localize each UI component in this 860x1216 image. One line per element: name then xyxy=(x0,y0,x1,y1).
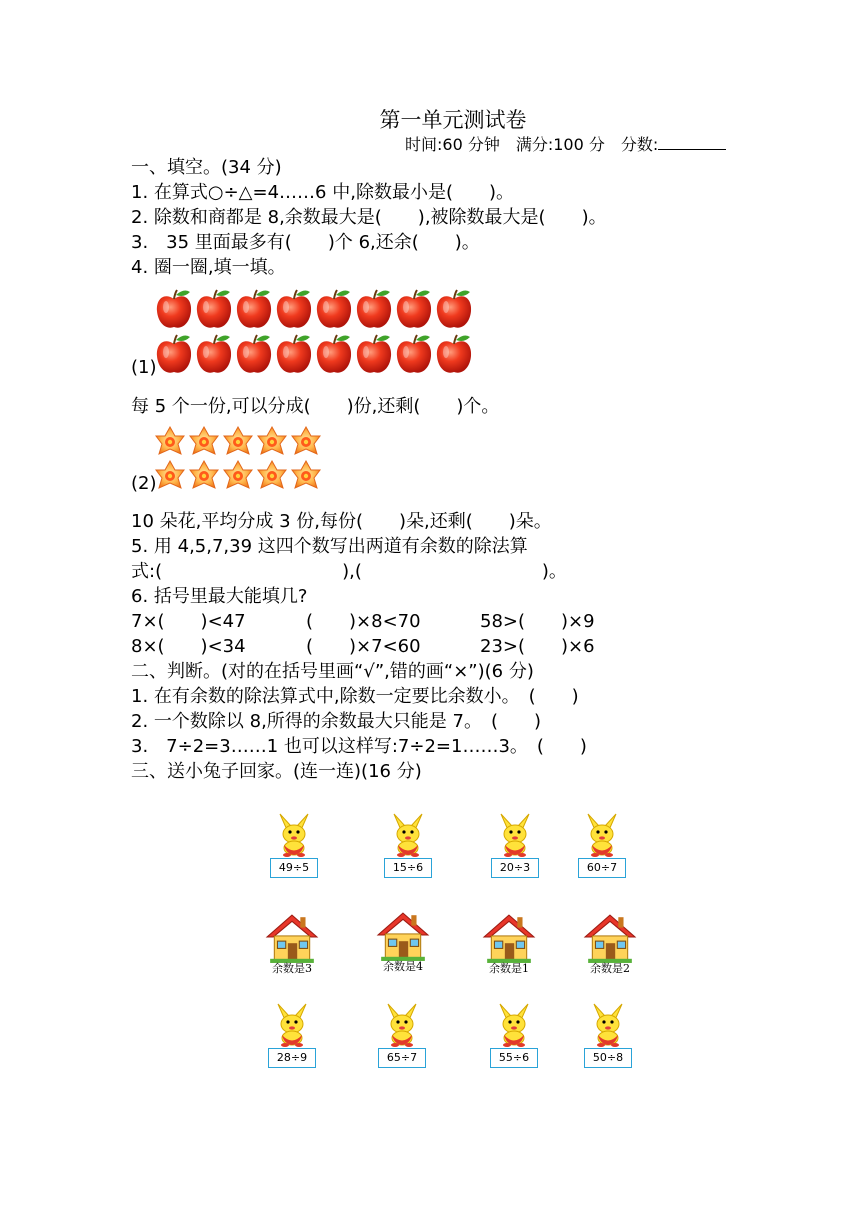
house-label: 余数是1 xyxy=(489,962,529,975)
apple-icon xyxy=(234,287,274,331)
flower-row-2 xyxy=(153,460,323,492)
house-label: 余数是2 xyxy=(590,962,630,975)
house-label: 余数是4 xyxy=(383,960,423,973)
rabbit-card[interactable] xyxy=(485,812,545,878)
apple-icon xyxy=(274,287,314,331)
apple-icon xyxy=(274,332,314,376)
flower-icon xyxy=(221,426,255,458)
question-4-1-text: 每 5 个一份,可以分成( )份,还剩( )个。 xyxy=(131,396,500,417)
apple-icon xyxy=(354,287,394,331)
judge-item-2: 2. 一个数除以 8,所得的余数最大只能是 7。 ( ) xyxy=(131,711,542,732)
rabbit-card[interactable] xyxy=(262,1002,322,1068)
division-card: 60÷7 xyxy=(578,858,626,878)
apple-icon xyxy=(314,287,354,331)
apple-row-1 xyxy=(154,287,474,331)
house-icon xyxy=(481,912,537,964)
rabbit-card[interactable] xyxy=(378,812,438,878)
house-card[interactable] xyxy=(262,912,322,976)
rabbit-card[interactable] xyxy=(372,1002,432,1068)
division-card: 65÷7 xyxy=(378,1048,426,1068)
question-4: 4. 圈一圈,填一填。 xyxy=(131,257,286,278)
rabbit-icon xyxy=(494,1002,534,1048)
flower-icon xyxy=(187,460,221,492)
apple-icon xyxy=(434,332,474,376)
apple-icon xyxy=(194,287,234,331)
page-title: 第一单元测试卷 xyxy=(379,108,527,132)
score-blank[interactable] xyxy=(658,133,726,150)
apple-icon xyxy=(234,332,274,376)
inequality-item: 58>( )×9 xyxy=(480,611,595,632)
flower-icon xyxy=(255,460,289,492)
flower-icon xyxy=(255,426,289,458)
inequality-item: ( )×8<70 xyxy=(306,611,421,632)
house-card[interactable] xyxy=(479,912,539,976)
apple-icon xyxy=(194,332,234,376)
rabbit-icon xyxy=(388,812,428,858)
house-card[interactable] xyxy=(580,912,640,976)
rabbit-icon xyxy=(588,1002,628,1048)
rabbit-card[interactable] xyxy=(484,1002,544,1068)
flower-icon xyxy=(221,460,255,492)
question-5-line-2: 式:( ),( )。 xyxy=(131,561,567,582)
house-label: 余数是3 xyxy=(272,962,312,975)
rabbit-icon xyxy=(382,1002,422,1048)
flower-icon xyxy=(289,426,323,458)
figure-1-label: (1) xyxy=(131,357,157,378)
apple-icon xyxy=(394,332,434,376)
division-card: 20÷3 xyxy=(491,858,539,878)
rabbit-card[interactable] xyxy=(578,1002,638,1068)
exam-meta-text: 时间:60 分钟 满分:100 分 分数: xyxy=(405,135,659,154)
apple-icon xyxy=(154,332,194,376)
question-5-line-1: 5. 用 4,5,7,39 这四个数写出两道有余数的除法算 xyxy=(131,536,528,557)
rabbit-icon xyxy=(272,1002,312,1048)
apple-icon xyxy=(354,332,394,376)
question-4-2-text: 10 朵花,平均分成 3 份,每份( )朵,还剩( )朵。 xyxy=(131,511,552,532)
question-3: 3. 35 里面最多有( )个 6,还余( )。 xyxy=(131,232,480,253)
apple-icon xyxy=(434,287,474,331)
rabbit-card[interactable] xyxy=(264,812,324,878)
house-icon xyxy=(375,910,431,962)
division-card: 49÷5 xyxy=(270,858,318,878)
rabbit-card[interactable] xyxy=(572,812,632,878)
division-card: 15÷6 xyxy=(384,858,432,878)
rabbit-icon xyxy=(582,812,622,858)
inequality-item: 7×( )<47 xyxy=(131,611,246,632)
question-2: 2. 除数和商都是 8,余数最大是( ),被除数最大是( )。 xyxy=(131,207,607,228)
apple-row-2 xyxy=(154,332,474,376)
exam-meta xyxy=(405,133,726,156)
question-6: 6. 括号里最大能填几? xyxy=(131,586,308,607)
section3-heading: 三、送小兔子回家。(连一连)(16 分) xyxy=(131,761,422,782)
flower-icon xyxy=(187,426,221,458)
inequality-item: 23>( )×6 xyxy=(480,636,595,657)
rabbit-icon xyxy=(495,812,535,858)
inequality-item: ( )×7<60 xyxy=(306,636,421,657)
judge-item-3: 3. 7÷2=3……1 也可以这样写:7÷2=1……3。 ( ) xyxy=(131,736,587,757)
division-card: 28÷9 xyxy=(268,1048,316,1068)
rabbit-icon xyxy=(274,812,314,858)
apple-icon xyxy=(154,287,194,331)
flower-icon xyxy=(153,460,187,492)
section2-heading: 二、判断。(对的在括号里画“√”,错的画“×”)(6 分) xyxy=(131,661,534,682)
house-icon xyxy=(582,912,638,964)
inequality-item: 8×( )<34 xyxy=(131,636,246,657)
flower-icon xyxy=(153,426,187,458)
judge-item-1: 1. 在有余数的除法算式中,除数一定要比余数小。 ( ) xyxy=(131,686,579,707)
division-card: 50÷8 xyxy=(584,1048,632,1068)
flower-icon xyxy=(289,460,323,492)
apple-icon xyxy=(394,287,434,331)
division-card: 55÷6 xyxy=(490,1048,538,1068)
apple-icon xyxy=(314,332,354,376)
figure-2-label: (2) xyxy=(131,473,157,494)
question-1: 1. 在算式○÷△=4……6 中,除数最小是( )。 xyxy=(131,182,514,203)
section1-heading: 一、填空。(34 分) xyxy=(131,157,282,178)
flower-row-1 xyxy=(153,426,323,458)
house-icon xyxy=(264,912,320,964)
house-card[interactable] xyxy=(373,910,433,974)
